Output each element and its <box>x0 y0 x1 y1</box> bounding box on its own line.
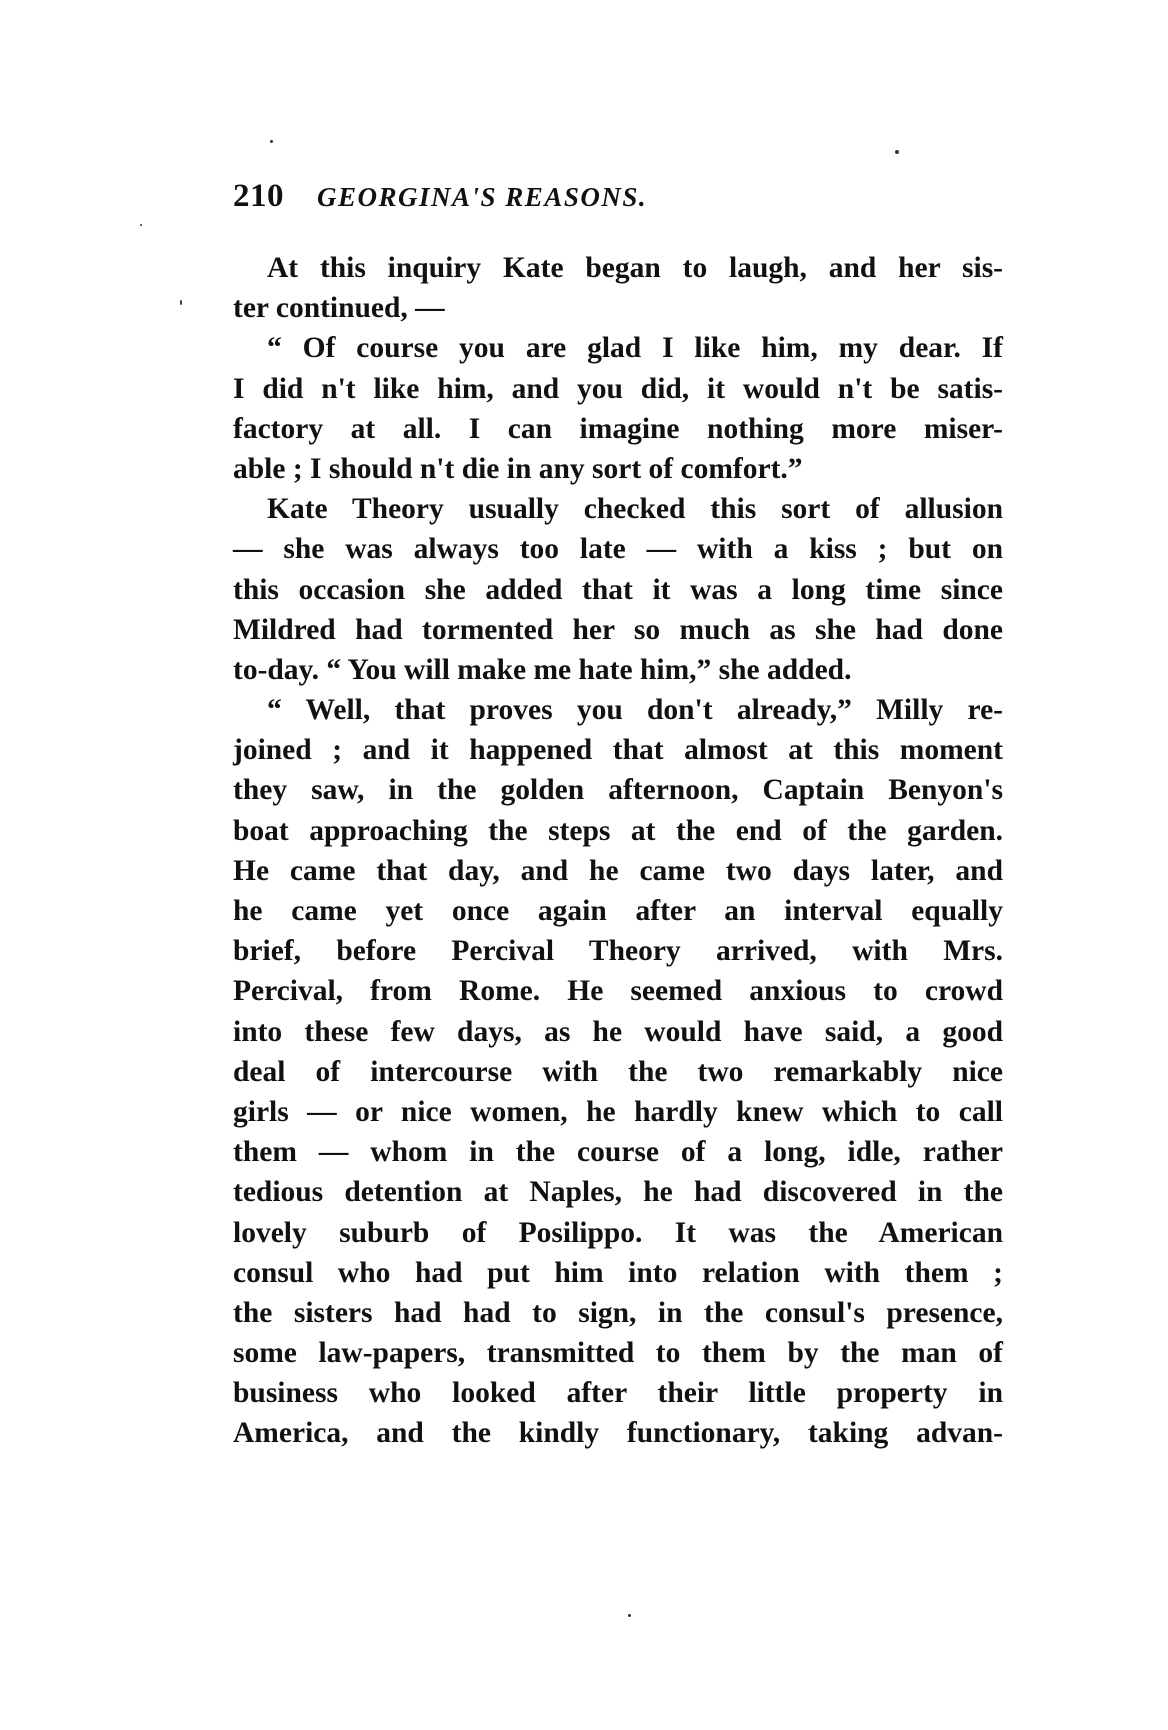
text-line: “ Of course you are glad I like him, my dear. If <box>267 332 1003 365</box>
print-speck <box>895 150 899 154</box>
text-line: able ; I should n't die in any sort of comfort.” <box>233 452 803 485</box>
text-line: ter continued, — <box>233 292 445 325</box>
text-line: consul who had put him into relation with them ; <box>233 1256 1003 1289</box>
text-line: girls — or nice women, he hardly knew which to call <box>233 1095 1003 1128</box>
text-line: business who looked after their little property in <box>233 1377 1003 1410</box>
text-line: he came yet once again after an interval equally <box>233 895 1003 927</box>
text-line: deal of intercourse with the two remarkably nice <box>233 1055 1003 1088</box>
page-header <box>233 178 1003 218</box>
text-line: Percival, from Rome. He seemed anxious to crowd <box>233 975 1003 1008</box>
text-line: they saw, in the golden afternoon, Captain Benyon's <box>233 774 1003 807</box>
print-speck <box>140 224 142 226</box>
page-number: 210 <box>233 178 284 214</box>
text-line: tedious detention at Naples, he had discovered in the <box>233 1176 1003 1209</box>
text-line: “ Well, that proves you don't already,” Milly re- <box>267 694 1003 727</box>
text-line: brief, before Percival Theory arrived, with Mrs. <box>233 935 1003 968</box>
print-speck <box>180 300 182 305</box>
text-line: Kate Theory usually checked this sort of allusion <box>267 493 1003 526</box>
text-line: into these few days, as he would have said, a good <box>233 1015 1003 1048</box>
text-line: the sisters had had to sign, in the consul's presence, <box>233 1296 1003 1329</box>
text-line: lovely suburb of Posilippo. It was the American <box>233 1216 1003 1249</box>
text-line: to-day. “ You will make me hate him,” she added. <box>233 653 852 686</box>
text-line: He came that day, and he came two days later, and <box>233 854 1003 887</box>
text-line: Mildred had tormented her so much as she had done <box>233 613 1003 646</box>
print-speck <box>628 1614 631 1617</box>
text-line: joined ; and it happened that almost at this moment <box>233 734 1003 767</box>
text-line: America, and the kindly functionary, taking advan- <box>233 1417 1003 1450</box>
text-line: some law-papers, transmitted to them by the man of <box>233 1337 1003 1370</box>
text-line: boat approaching the steps at the end of the garden. <box>233 814 1003 847</box>
print-speck <box>270 140 273 143</box>
body-text <box>233 248 1003 1454</box>
text-line: At this inquiry Kate began to laugh, and her sis- <box>267 252 1003 284</box>
text-line: I did n't like him, and you did, it would n't be satis- <box>233 372 1003 405</box>
running-title: GEORGINA'S REASONS. <box>317 182 648 212</box>
text-line: factory at all. I can imagine nothing more miser- <box>233 412 1003 445</box>
text-line: them — whom in the course of a long, idle, rather <box>233 1136 1003 1169</box>
text-line: this occasion she added that it was a long time since <box>233 573 1003 606</box>
text-line: — she was always too late — with a kiss ; but on <box>233 533 1003 566</box>
